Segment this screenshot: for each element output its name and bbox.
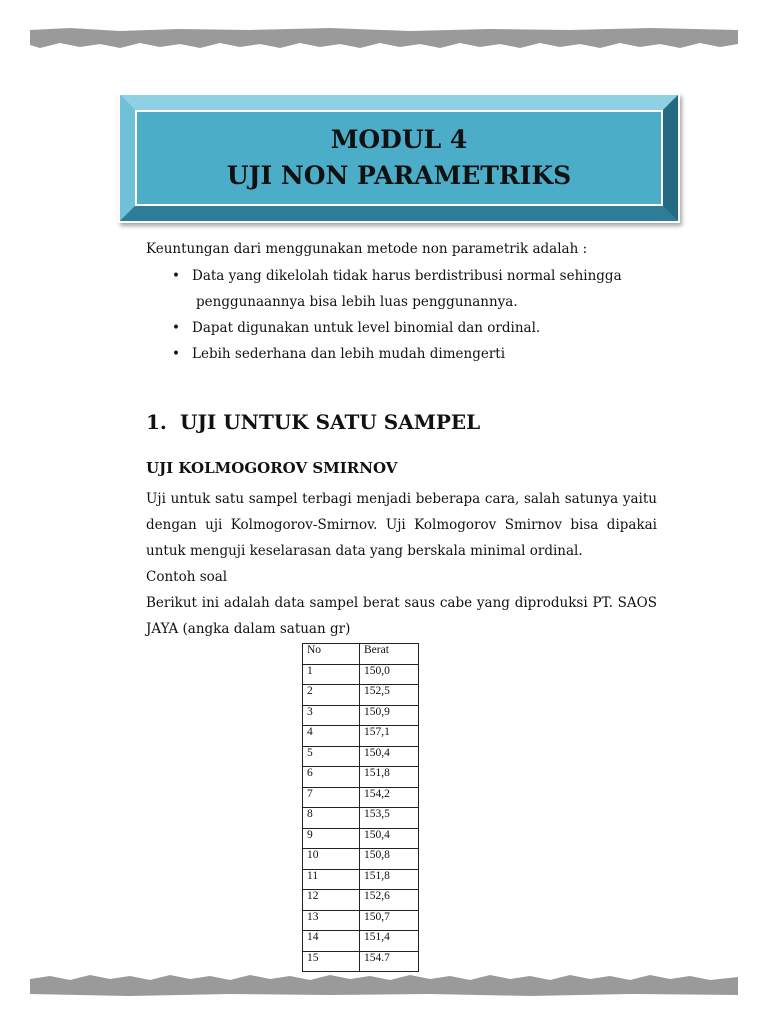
cell-berat: 151,8 — [360, 869, 419, 890]
list-item-text: Dapat digunakan untuk level binomial dan ordinal. — [192, 320, 541, 336]
cell-berat: 150,9 — [360, 705, 419, 726]
cell-no: 3 — [303, 705, 360, 726]
cell-berat: 152,5 — [360, 685, 419, 706]
list-item-text: Data yang dikelolah tidak harus berdistribusi normal sehingga — [192, 268, 622, 284]
cell-no: 15 — [303, 951, 360, 972]
body-paragraph: Berikut ini adalah data sampel berat saus cabe yang diproduksi PT. SAOS JAYA (angka dalam satuan gr) — [146, 595, 657, 637]
module-number: MODUL 4 — [330, 125, 468, 154]
table-header-row — [303, 644, 419, 665]
table-row — [303, 890, 419, 911]
module-title-banner — [118, 93, 680, 223]
cell-no: 9 — [303, 828, 360, 849]
cell-berat: 151,8 — [360, 767, 419, 788]
table-row — [303, 910, 419, 931]
cell-berat: 151,4 — [360, 931, 419, 952]
cell-no: 6 — [303, 767, 360, 788]
cell-berat: 154,2 — [360, 787, 419, 808]
table-row — [303, 664, 419, 685]
bullet-icon: • — [172, 346, 180, 362]
list-item — [172, 263, 658, 315]
cell-berat: 150,4 — [360, 746, 419, 767]
table-row — [303, 685, 419, 706]
cell-no: 5 — [303, 746, 360, 767]
cell-berat: 153,5 — [360, 808, 419, 829]
subsection-heading: UJI KOLMOGOROV SMIRNOV — [146, 459, 398, 477]
bullet-icon: • — [172, 320, 180, 336]
table-row — [303, 705, 419, 726]
table-row — [303, 787, 419, 808]
torn-paper-top-border — [30, 28, 738, 50]
cell-berat: 150,0 — [360, 664, 419, 685]
table-row — [303, 808, 419, 829]
body-paragraph: Uji untuk satu sampel terbagi menjadi beberapa cara, salah satunya yaitu dengan uji Kolmogorov-Smirnov. Uji Kolmogorov Smirnov bisa dipakai untuk menguji keselarasan data yang berskala minimal ordinal. — [146, 491, 657, 559]
intro-text: Keuntungan dari menggunakan metode non parametrik adalah : — [146, 241, 588, 257]
cell-berat: 154.7 — [360, 951, 419, 972]
cell-no: 7 — [303, 787, 360, 808]
table-row — [303, 951, 419, 972]
table-row — [303, 931, 419, 952]
cell-no: 1 — [303, 664, 360, 685]
section-number: 1. — [146, 410, 167, 434]
list-item — [172, 315, 658, 341]
advantages-list — [172, 263, 658, 367]
column-header-berat: Berat — [360, 644, 419, 665]
table-row — [303, 869, 419, 890]
list-item-text-continued: penggunaannya bisa lebih luas penggunannya. — [196, 294, 518, 310]
data-table — [302, 643, 419, 972]
table-row — [303, 746, 419, 767]
cell-berat: 150,8 — [360, 849, 419, 870]
torn-paper-bottom-border — [30, 974, 738, 996]
cell-no: 11 — [303, 869, 360, 890]
cell-berat: 152,6 — [360, 890, 419, 911]
section-heading — [146, 410, 480, 434]
list-item-text: Lebih sederhana dan lebih mudah dimengerti — [192, 346, 506, 362]
cell-no: 4 — [303, 726, 360, 747]
cell-no: 13 — [303, 910, 360, 931]
section-title: UJI UNTUK SATU SAMPEL — [180, 410, 481, 434]
cell-no: 14 — [303, 931, 360, 952]
table-row — [303, 849, 419, 870]
module-title: UJI NON PARAMETRIKS — [226, 161, 572, 190]
example-label: Contoh soal — [146, 569, 228, 585]
cell-berat: 150,4 — [360, 828, 419, 849]
table-row — [303, 726, 419, 747]
cell-berat: 157,1 — [360, 726, 419, 747]
list-item — [172, 341, 658, 367]
cell-no: 2 — [303, 685, 360, 706]
cell-no: 8 — [303, 808, 360, 829]
table-row — [303, 767, 419, 788]
cell-no: 12 — [303, 890, 360, 911]
column-header-no: No — [303, 644, 360, 665]
table-row — [303, 828, 419, 849]
cell-berat: 150,7 — [360, 910, 419, 931]
bullet-icon: • — [172, 268, 180, 284]
cell-no: 10 — [303, 849, 360, 870]
